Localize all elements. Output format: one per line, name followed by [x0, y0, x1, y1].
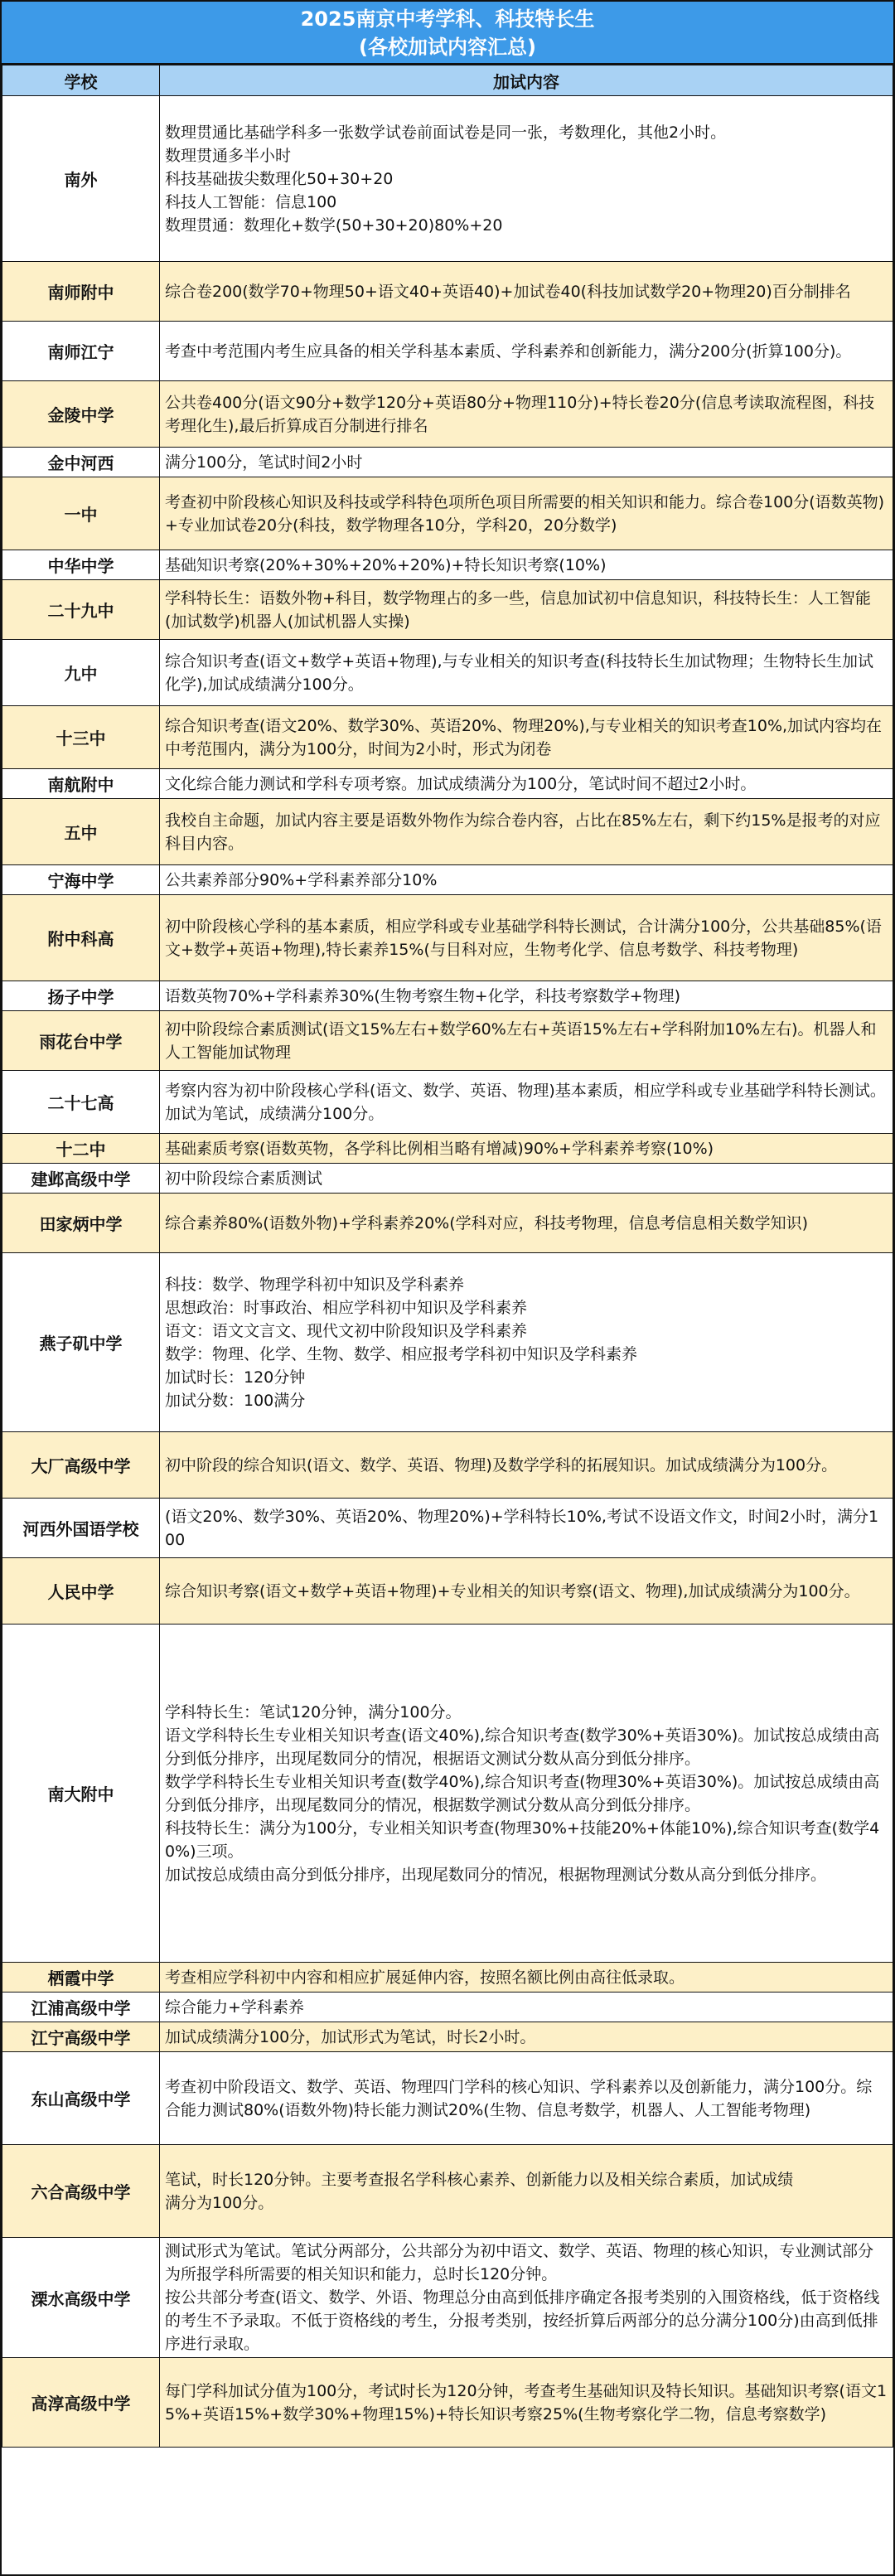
content-line: 科技人工智能：信息100 — [165, 192, 337, 211]
table-row — [2, 96, 893, 262]
table-row — [2, 580, 893, 640]
school-name: 中华中学 — [2, 550, 160, 580]
table-row — [2, 1011, 893, 1071]
exam-content — [160, 322, 893, 381]
school-name: 高淳高级中学 — [2, 2358, 160, 2448]
school-name: 雨花台中学 — [2, 1011, 160, 1071]
exam-content — [160, 981, 893, 1011]
school-name: 六合高级中学 — [2, 2145, 160, 2238]
table-row — [2, 2238, 893, 2358]
content-line: 科技基础拔尖数理化50+30+20 — [165, 169, 394, 188]
exam-content — [160, 895, 893, 981]
school-name: 金中河西 — [2, 448, 160, 477]
content-line: 综合素养80%(语数外物)+学科素养20%(学科对应，科技考物理，信息考信息相关数学知识) — [165, 1213, 809, 1232]
table-row — [2, 2052, 893, 2145]
school-name: 东山高级中学 — [2, 2052, 160, 2145]
table-row — [2, 1194, 893, 1253]
school-name: 九中 — [2, 640, 160, 706]
exam-content — [160, 2358, 893, 2448]
content-line: 综合知识考查(语文20%、数学30%、英语20%、物理20%),与专业相关的知识考查10%,加试内容均在中考范围内，满分为100分，时间为2小时，形式为闭卷 — [165, 716, 883, 758]
content-line: 加试时长：120分钟 — [165, 1368, 306, 1387]
content-line: 文化综合能力测试和学科专项考察。加试成绩满分为100分，笔试时间不超过2小时。 — [165, 774, 757, 793]
content-line: 综合知识考察(语文+数学+英语+物理)+专业相关的知识考察(语文、物理),加试成绩满分为100分。 — [165, 1581, 860, 1600]
table-row — [2, 799, 893, 865]
content-line: 数理贯通比基础学科多一张数学试卷前面试卷是同一张，考数理化，其他2小时。 — [165, 123, 727, 142]
school-name: 南师附中 — [2, 262, 160, 322]
content-line: 考查初中阶段核心知识及科技或学科特色项所色项目所需要的相关知识和能力。综合卷100分(语数英物)+专业加试卷20分(科技，数学物理各10分，学科20，20分数学) — [165, 492, 885, 535]
content-line: 综合知识考查(语文+数学+英语+物理),与专业相关的知识考查(科技特长生加试物理；生物特长生加试化学),加试成绩满分100分。 — [165, 651, 874, 694]
table-row — [2, 262, 893, 322]
content-line: 考察内容为初中阶段核心学科(语文、数学、英语、物理)基本素质，相应学科或专业基础学科特长测试。加试为笔试，成绩满分100分。 — [165, 1081, 886, 1123]
table-row — [2, 1993, 893, 2022]
content-line: 数学：物理、化学、生物、数学、相应报考学科初中知识及学科素养 — [165, 1344, 638, 1363]
header-content: 加试内容 — [160, 65, 893, 96]
sheet-title — [2, 2, 893, 65]
school-name: 人民中学 — [2, 1558, 160, 1625]
table-row — [2, 895, 893, 981]
table-row — [2, 640, 893, 706]
school-name: 二十七高 — [2, 1071, 160, 1134]
table-row — [2, 2145, 893, 2238]
school-name: 二十九中 — [2, 580, 160, 640]
school-name: 附中科高 — [2, 895, 160, 981]
exam-content — [160, 1164, 893, 1194]
school-name: 南师江宁 — [2, 322, 160, 381]
table-row — [2, 2358, 893, 2448]
school-name: 栖霞中学 — [2, 1963, 160, 1993]
exam-content — [160, 550, 893, 580]
content-line: 测试形式为笔试。笔试分两部分，公共部分为初中语文、数学、英语、物理的核心知识，专业测试部分为所报学科所需要的相关知识和能力，总时长120分钟。 — [165, 2242, 874, 2283]
exam-content — [160, 448, 893, 477]
school-name: 江浦高级中学 — [2, 1993, 160, 2022]
content-line: 语文学科特长生专业相关知识考查(语文40%),综合知识考查(数学30%+英语30%)。加试按总成绩由高分到低分排序，出现尾数同分的情况，根据语文测试分数从高分到低分排序。 — [165, 1726, 880, 1768]
school-name: 南大附中 — [2, 1625, 160, 1963]
content-line: 数学学科特长生专业相关知识考查(数学40%),综合知识考查(物理30%+英语30%)。加试按总成绩由高分到低分排序，出现尾数同分的情况，根据数学测试分数从高分到低分排序。 — [165, 1772, 880, 1814]
exam-content — [160, 1134, 893, 1164]
school-name: 五中 — [2, 799, 160, 865]
table-row — [2, 1164, 893, 1194]
school-name: 建邺高级中学 — [2, 1164, 160, 1194]
content-line: 基础知识考察(20%+30%+20%+20%)+特长知识考察(10%) — [165, 555, 607, 574]
school-name: 一中 — [2, 477, 160, 550]
content-line: 考查相应学科初中内容和相应扩展延伸内容，按照名额比例由高往低录取。 — [165, 1968, 685, 1987]
school-name: 江宁高级中学 — [2, 2022, 160, 2052]
table-body — [2, 96, 893, 2448]
content-line: 考查初中阶段语文、数学、英语、物理四门学科的核心知识、学科素养以及创新能力，满分100分。综合能力测试80%(语数外物)特长能力测试20%(生物、信息考数学，机器人、人工智能考物理) — [165, 2077, 873, 2119]
exam-content — [160, 1011, 893, 1071]
table-row — [2, 1499, 893, 1558]
content-line: 初中阶段综合素质测试 — [165, 1169, 323, 1188]
content-line: 数理贯通多半小时 — [165, 146, 292, 165]
content-line: 初中阶段的综合知识(语文、数学、英语、物理)及数学学科的拓展知识。加试成绩满分为100分。 — [165, 1455, 838, 1474]
table-row — [2, 1432, 893, 1499]
school-name: 田家炳中学 — [2, 1194, 160, 1253]
exam-content — [160, 706, 893, 769]
table-row — [2, 706, 893, 769]
content-line: 学科特长生：语数外物+科目，数学物理占的多一些，信息加试初中信息知识，科技特长生：人工智能(加试数学)机器人(加试机器人实操) — [165, 588, 871, 631]
exam-content — [160, 1963, 893, 1993]
content-line: 加试按总成绩由高分到低分排序，出现尾数同分的情况，根据物理测试分数从高分到低分排序。 — [165, 1865, 827, 1884]
content-line: 加试成绩满分100分，加试形式为笔试，时长2小时。 — [165, 2027, 536, 2046]
table-row — [2, 1134, 893, 1164]
table-row — [2, 322, 893, 381]
exam-content — [160, 2238, 893, 2358]
exam-table — [2, 65, 893, 2448]
exam-content — [160, 96, 893, 262]
school-name: 河西外国语学校 — [2, 1499, 160, 1558]
content-line: 我校自主命题，加试内容主要是语数外物作为综合卷内容，占比在85%左右，剩下约15%是报考的对应科目内容。 — [165, 811, 881, 853]
table-row — [2, 1625, 893, 1963]
table-row — [2, 981, 893, 1011]
content-line: 思想政治：时事政治、相应学科初中知识及学科素养 — [165, 1298, 528, 1317]
content-line: 加试分数：100满分 — [165, 1391, 306, 1410]
content-line: 公共卷400分(语文90分+数学120分+英语80分+物理110分)+特长卷20分(信息考读取流程图，科技考理化生),最后折算成百分制进行排名 — [165, 393, 875, 435]
school-name: 南航附中 — [2, 769, 160, 799]
exam-content — [160, 2022, 893, 2052]
content-line: 科技特长生：满分为100分，专业相关知识考查(物理30%+技能20%+体能10%),综合知识考查(数学40%)三项。 — [165, 1818, 880, 1861]
school-name: 溧水高级中学 — [2, 2238, 160, 2358]
school-name: 金陵中学 — [2, 381, 160, 448]
content-line: 科技：数学、物理学科初中知识及学科素养 — [165, 1275, 465, 1294]
content-line: 初中阶段核心学科的基本素质，相应学科或专业基础学科特长测试，合计满分100分，公共基础85%(语文+数学+英语+物理),特长素养15%(与目科对应，生物考化学、信息考数学、科技考物理) — [165, 917, 882, 959]
table-row — [2, 448, 893, 477]
table-row — [2, 1558, 893, 1625]
content-line: 满分100分，笔试时间2小时 — [165, 453, 363, 472]
content-line: 公共素养部分90%+学科素养部分10% — [165, 870, 438, 889]
exam-content — [160, 477, 893, 550]
exam-content — [160, 1558, 893, 1625]
exam-content — [160, 1432, 893, 1499]
exam-content — [160, 1071, 893, 1134]
exam-content — [160, 2145, 893, 2238]
table-row — [2, 2022, 893, 2052]
header-school: 学校 — [2, 65, 160, 96]
title-line-2: (各校加试内容汇总) — [359, 36, 536, 59]
table-row — [2, 1253, 893, 1432]
content-line: 语数英物70%+学科素养30%(生物考察生物+化学，科技考察数学+物理) — [165, 986, 681, 1005]
table-row — [2, 477, 893, 550]
content-line: 每门学科加试分值为100分，考试时长为120分钟，考查考生基础知识及特长知识。基础知识考察(语文15%+英语15%+数学30%+物理15%)+特长知识考察25%(生物考察化学二物，信息考察数学) — [165, 2381, 888, 2423]
exam-content — [160, 580, 893, 640]
content-line: 满分为100分。 — [165, 2193, 274, 2212]
exam-content — [160, 381, 893, 448]
school-name: 十二中 — [2, 1134, 160, 1164]
content-line: 按公共部分考查(语文、数学、外语、物理总分由高到低排序确定各报考类别的入围资格线，低于资格线的考生不予录取。不低于资格线的考生，分报考类别，按经折算后两部分的总分满分100分)由高到低排序进行录取。 — [165, 2288, 880, 2353]
content-line: 基础素质考察(语数英物，各学科比例相当略有增减)90%+学科素养考察(10%) — [165, 1139, 714, 1158]
exam-content — [160, 1194, 893, 1253]
school-name: 十三中 — [2, 706, 160, 769]
exam-content — [160, 799, 893, 865]
exam-content — [160, 262, 893, 322]
school-name: 燕子矶中学 — [2, 1253, 160, 1432]
content-line: 综合卷200(数学70+物理50+语文40+英语40)+加试卷40(科技加试数学20+物理20)百分制排名 — [165, 282, 851, 301]
content-line: 学科特长生：笔试120分钟，满分100分。 — [165, 1702, 462, 1721]
content-line: 语文：语文文言文、现代文初中阶段知识及学科素养 — [165, 1321, 528, 1340]
table-row — [2, 550, 893, 580]
title-line-1: 2025南京中考学科、科技特长生 — [300, 7, 595, 31]
school-name: 南外 — [2, 96, 160, 262]
content-line: 综合能力+学科素养 — [165, 1997, 304, 2017]
table-row — [2, 769, 893, 799]
content-line: 数理贯通：数理化+数学(50+30+20)80%+20 — [165, 215, 503, 235]
content-line: (语文20%、数学30%、英语20%、物理20%)+学科特长10%,考试不设语文作文，时间2小时，满分100 — [165, 1507, 879, 1549]
table-row — [2, 865, 893, 895]
table-row — [2, 381, 893, 448]
school-name: 大厂高级中学 — [2, 1432, 160, 1499]
exam-content — [160, 1993, 893, 2022]
content-line: 笔试，时长120分钟。主要考查报名学科核心素养、创新能力以及相关综合素质，加试成绩 — [165, 2170, 794, 2189]
table-row — [2, 1071, 893, 1134]
exam-content — [160, 1253, 893, 1432]
exam-content — [160, 1499, 893, 1558]
table-header-row — [2, 65, 893, 96]
exam-content — [160, 640, 893, 706]
school-name: 扬子中学 — [2, 981, 160, 1011]
exam-content — [160, 2052, 893, 2145]
table-row — [2, 1963, 893, 1993]
exam-content — [160, 1625, 893, 1963]
exam-content — [160, 769, 893, 799]
content-line: 考查中考范围内考生应具备的相关学科基本素质、学科素养和创新能力，满分200分(折算100分)。 — [165, 341, 852, 361]
content-line: 初中阶段综合素质测试(语文15%左右+数学60%左右+英语15%左右+学科附加10%左右)。机器人和人工智能加试物理 — [165, 1019, 877, 1062]
exam-content — [160, 865, 893, 895]
school-name: 宁海中学 — [2, 865, 160, 895]
